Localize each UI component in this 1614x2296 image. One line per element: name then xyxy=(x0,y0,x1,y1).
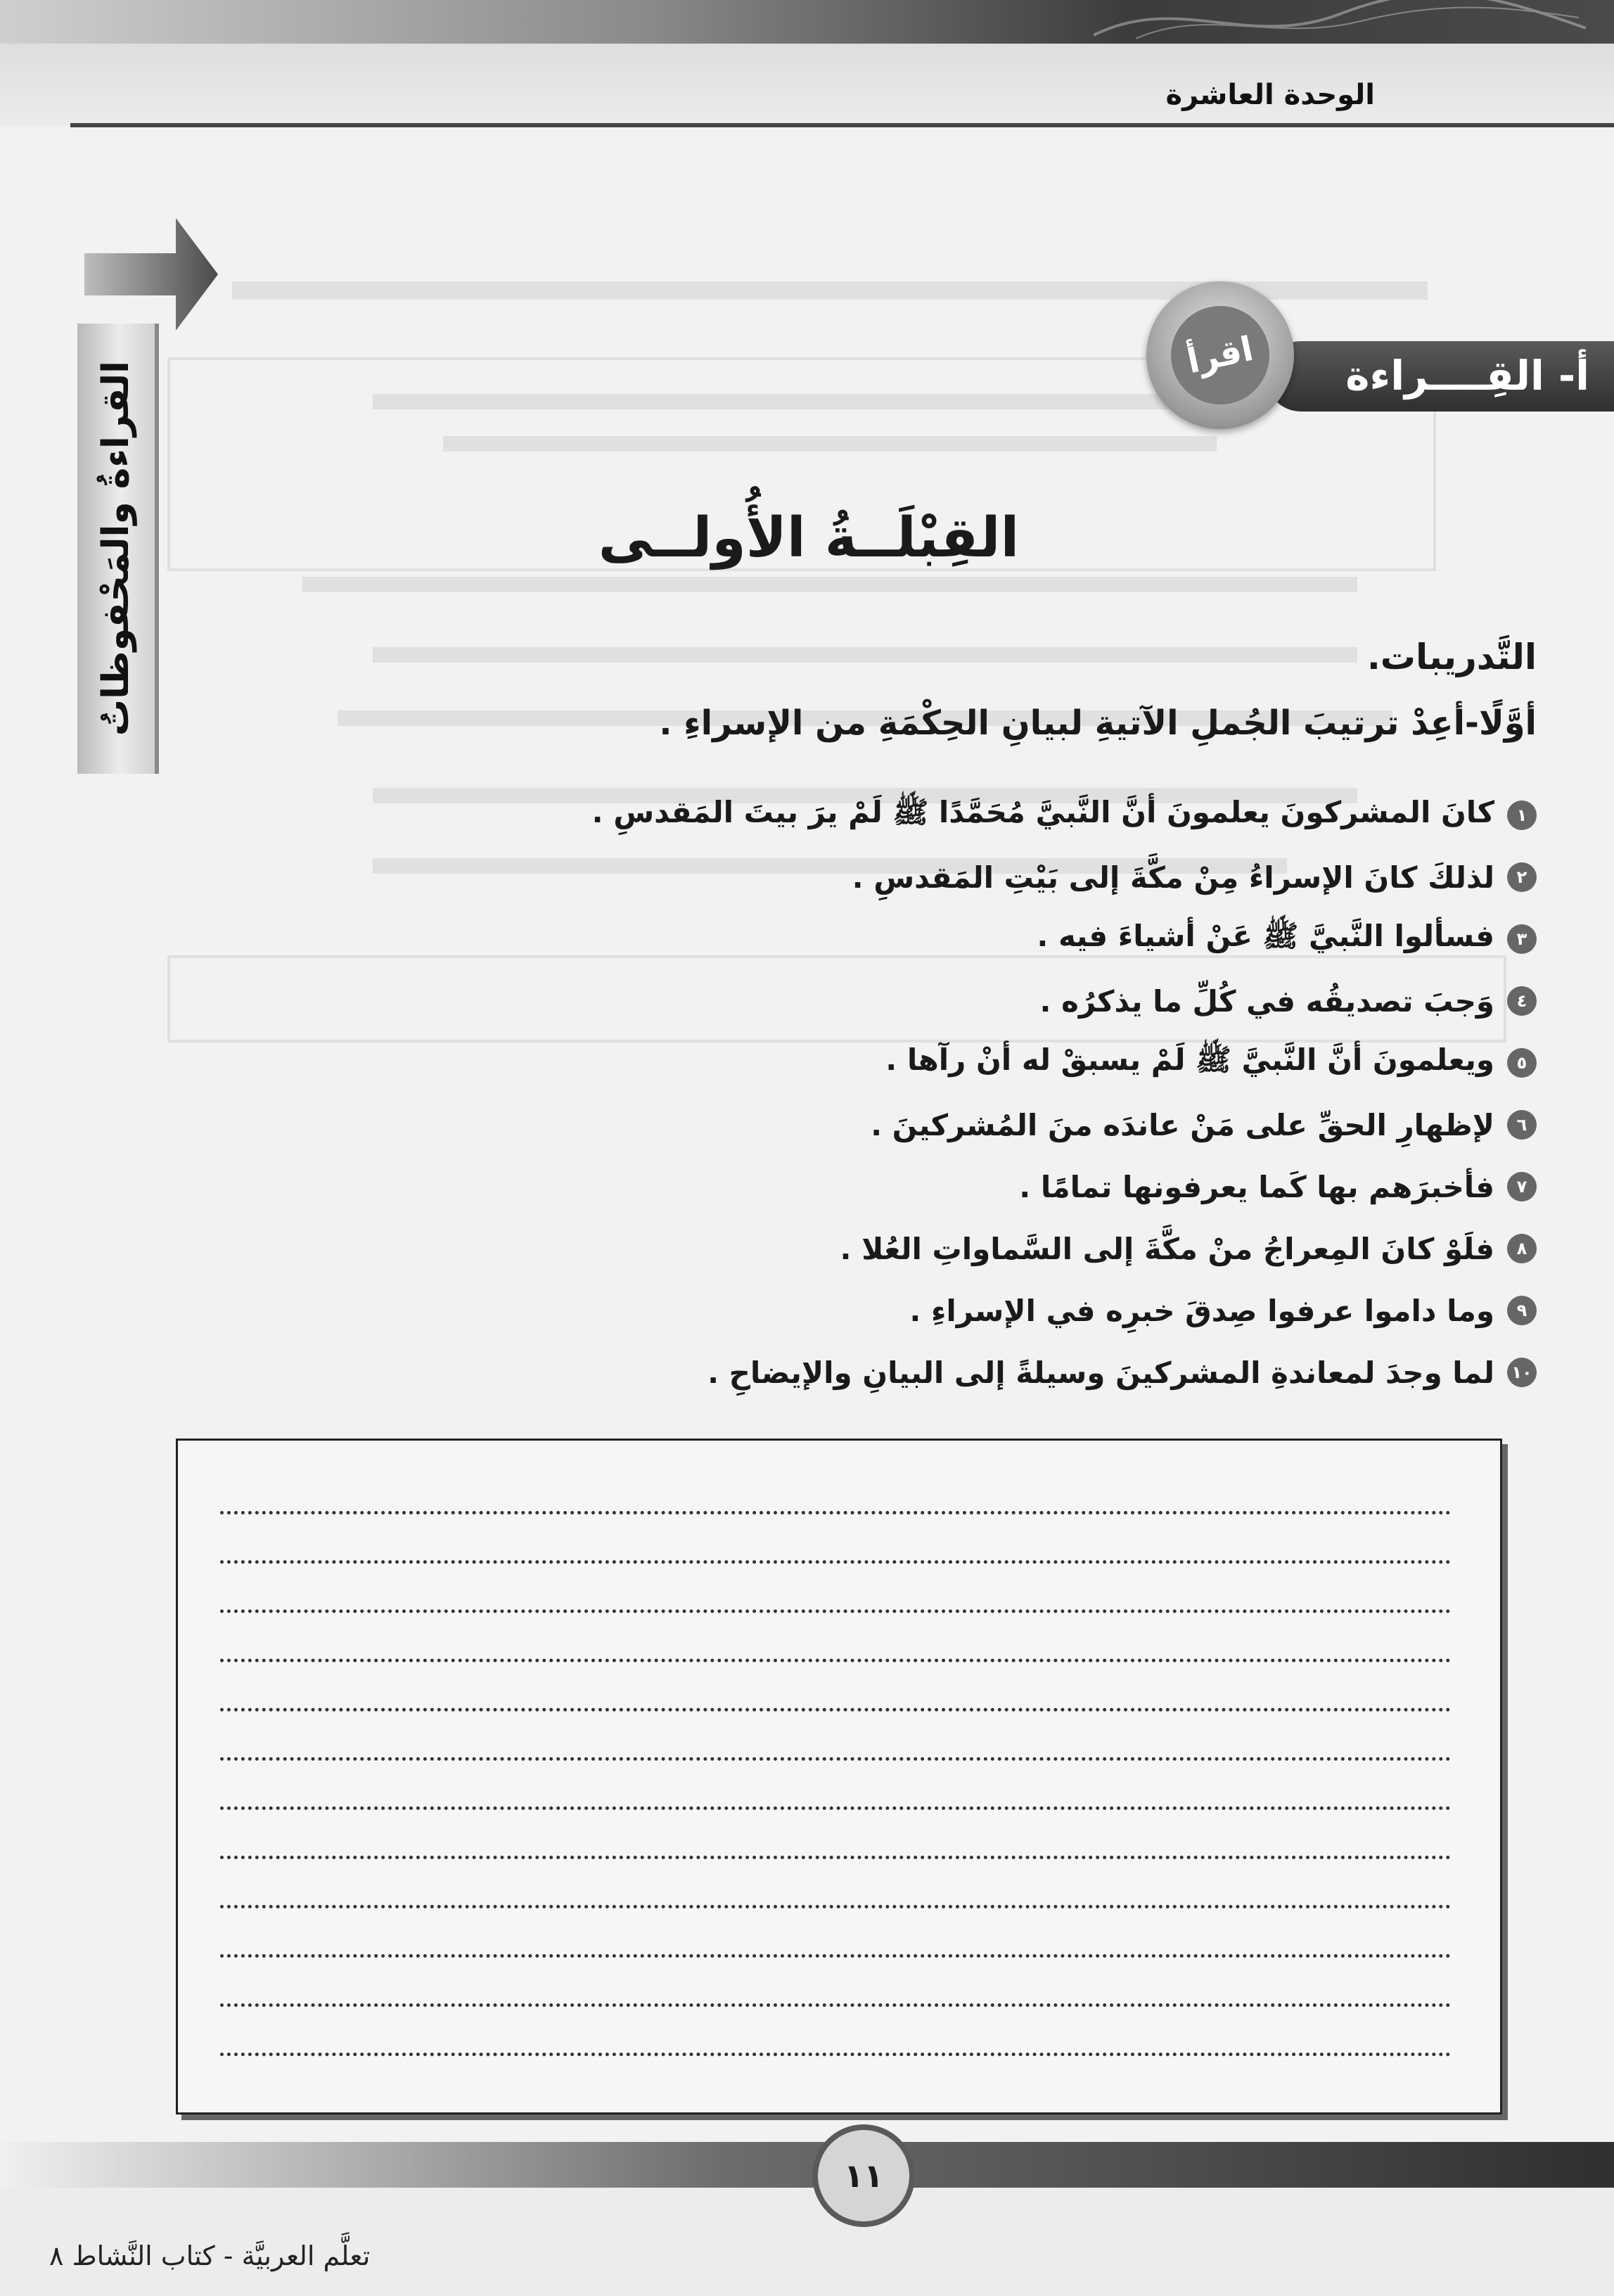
lesson-title: القِبْلَــةُ الأُولــى xyxy=(598,506,1020,570)
book-title: تعلَّم العربيَّة - كتاب النَّشاط ٨ xyxy=(49,2240,371,2271)
writing-line[interactable] xyxy=(220,1511,1451,1514)
writing-line[interactable] xyxy=(220,1659,1451,1662)
sentence-text: وَجبَ تصديقُه في كُلِّ ما يذكرُه . xyxy=(1039,983,1494,1019)
sentence-text: لإظهارِ الحقِّ على مَنْ عاندَه منَ المُشركينَ . xyxy=(871,1107,1494,1142)
number-badge: ٦ xyxy=(1507,1110,1537,1140)
number-badge: ٣ xyxy=(1507,924,1537,954)
side-tab-label: القراءةُ والمَحْفوظاتُ xyxy=(95,361,137,736)
writing-line[interactable] xyxy=(220,1708,1451,1711)
writing-line[interactable] xyxy=(220,1757,1451,1761)
number-badge: ٩ xyxy=(1507,1296,1537,1325)
number-badge: ٧ xyxy=(1507,1172,1537,1201)
writing-line[interactable] xyxy=(220,1806,1451,1810)
unit-title: الوحدة العاشرة xyxy=(1165,79,1375,111)
number-badge: ١٠ xyxy=(1507,1358,1537,1387)
page-number: ١١ xyxy=(812,2124,915,2227)
sentence-item xyxy=(200,1156,1537,1218)
sentence-text: فسألوا النَّبيَّ ﷺ عَنْ أشياءَ فيه . xyxy=(1037,918,1494,953)
sentence-text: وما داموا عرفوا صِدقَ خبرِه في الإسراءِ . xyxy=(909,1293,1494,1328)
sentence-item xyxy=(200,1341,1537,1403)
sentence-item xyxy=(200,846,1537,908)
writing-line[interactable] xyxy=(220,1609,1451,1613)
sentence-list xyxy=(200,784,1537,1403)
section-label: أ- القِــــراءة xyxy=(1345,352,1589,400)
sentence-text: فلَوْ كانَ المِعراجُ منْ مكَّةَ إلى السَّماواتِ العُلا . xyxy=(840,1231,1494,1266)
sentence-item xyxy=(200,784,1537,846)
sentence-item xyxy=(200,970,1537,1032)
writing-line[interactable] xyxy=(220,1905,1451,1908)
sentence-item xyxy=(200,908,1537,970)
number-badge: ٨ xyxy=(1507,1234,1537,1263)
header-divider xyxy=(70,123,1614,127)
exercises-heading: التَّدريبات. xyxy=(1366,637,1537,677)
read-badge-text: اقرأ xyxy=(1184,329,1257,382)
sentence-item xyxy=(200,1280,1537,1341)
sentence-text: فأخبرَهم بها كَما يعرفونها تمامًا . xyxy=(1019,1169,1494,1204)
sentence-item xyxy=(200,1094,1537,1156)
sentence-text: لذلكَ كانَ الإسراءُ مِنْ مكَّةَ إلى بَيْتِ المَقدسِ . xyxy=(852,860,1494,895)
number-badge: ٥ xyxy=(1507,1048,1537,1078)
writing-line[interactable] xyxy=(220,1560,1451,1564)
sentence-item xyxy=(200,1032,1537,1094)
number-badge: ٤ xyxy=(1507,986,1537,1016)
floral-ornament-icon xyxy=(1094,0,1586,44)
sentence-text: لما وجدَ لمعاندةِ المشركينَ وسيلةً إلى البيانِ والإيضاحِ . xyxy=(707,1355,1494,1390)
sentence-text: كانَ المشركونَ يعلمونَ أنَّ النَّبيَّ مُحَمَّدًا ﷺ لَمْ يرَ بيتَ المَقدسِ . xyxy=(591,794,1494,829)
answer-box xyxy=(176,1439,1502,2115)
sentence-text: ويعلمونَ أنَّ النَّبيَّ ﷺ لَمْ يسبقْ له أنْ رآها . xyxy=(885,1042,1494,1077)
exercise-instruction: أوَّلًا-أعِدْ ترتيبَ الجُملِ الآتيةِ لبيانِ الحِكْمَةِ من الإسراءِ . xyxy=(659,703,1537,743)
number-badge: ٢ xyxy=(1507,862,1537,892)
writing-line[interactable] xyxy=(220,1856,1451,1859)
writing-line[interactable] xyxy=(220,2003,1451,2007)
footer-band xyxy=(0,2142,1614,2191)
number-badge: ١ xyxy=(1507,801,1537,830)
writing-line[interactable] xyxy=(220,2053,1451,2056)
sentence-item xyxy=(200,1218,1537,1280)
writing-line[interactable] xyxy=(220,1954,1451,1958)
